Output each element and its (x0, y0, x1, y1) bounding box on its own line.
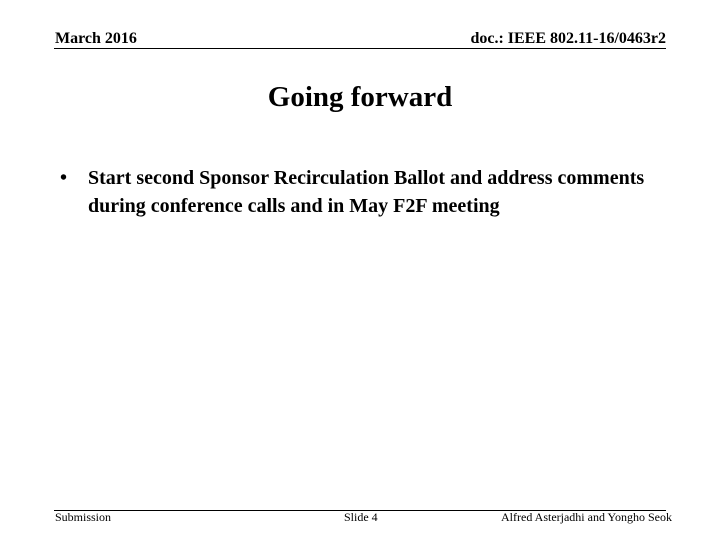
slide-title: Going forward (267, 81, 453, 113)
footer-authors: Alfred Asterjadhi and Yongho Seok (501, 510, 672, 524)
bullet-dot-icon: • (60, 167, 68, 189)
footer-submission: Submission (55, 510, 112, 524)
bullet-text: Start second Sponsor Recirculation Ballot and address comments during conference calls and in May F2F meeting (88, 167, 645, 217)
header-divider (54, 48, 666, 49)
header-date: March 2016 (55, 30, 137, 47)
footer-slide-number: Slide 4 (344, 510, 378, 524)
bullet-item (60, 164, 660, 220)
bullet-list (60, 164, 660, 220)
header-doc-id: doc.: IEEE 802.11-16/0463r2 (470, 30, 666, 47)
